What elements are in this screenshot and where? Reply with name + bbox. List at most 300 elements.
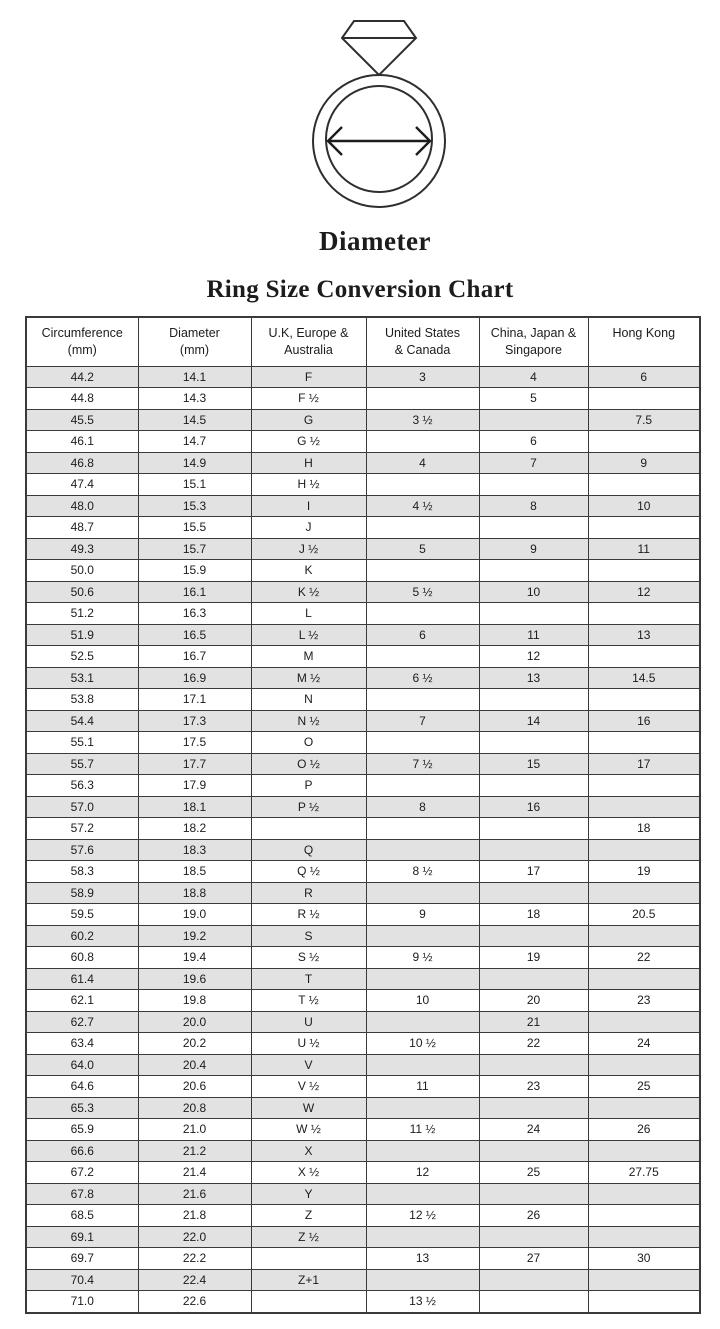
table-cell	[366, 775, 479, 797]
table-cell: 71.0	[26, 1291, 138, 1313]
table-cell	[588, 431, 700, 453]
table-cell: 23	[588, 990, 700, 1012]
table-cell	[588, 1054, 700, 1076]
table-cell	[479, 560, 588, 582]
table-row	[26, 968, 700, 990]
header-line: Singapore	[505, 343, 562, 357]
table-cell: 63.4	[26, 1033, 138, 1055]
table-cell	[479, 732, 588, 754]
table-row	[26, 990, 700, 1012]
table-cell: 56.3	[26, 775, 138, 797]
table-cell	[479, 1269, 588, 1291]
table-cell: 22.0	[138, 1226, 251, 1248]
table-cell	[366, 689, 479, 711]
table-cell: 18.2	[138, 818, 251, 840]
table-cell	[366, 560, 479, 582]
table-cell: 68.5	[26, 1205, 138, 1227]
table-cell: 11	[588, 538, 700, 560]
table-cell: 19.2	[138, 925, 251, 947]
table-row	[26, 1183, 700, 1205]
table-cell: S	[251, 925, 366, 947]
table-cell	[588, 603, 700, 625]
table-cell: 4 ½	[366, 495, 479, 517]
table-cell	[479, 818, 588, 840]
table-cell	[588, 925, 700, 947]
table-cell	[588, 474, 700, 496]
table-cell: 62.7	[26, 1011, 138, 1033]
table-cell: 25	[588, 1076, 700, 1098]
table-cell	[588, 517, 700, 539]
table-cell: 12	[479, 646, 588, 668]
table-cell	[588, 796, 700, 818]
table-row	[26, 1205, 700, 1227]
table-cell: 10 ½	[366, 1033, 479, 1055]
table-cell: 13	[366, 1248, 479, 1270]
table-cell: 16.9	[138, 667, 251, 689]
table-cell: R	[251, 882, 366, 904]
table-cell: T ½	[251, 990, 366, 1012]
table-cell: 16.1	[138, 581, 251, 603]
table-cell: 19	[479, 947, 588, 969]
table-cell	[588, 1205, 700, 1227]
table-cell: 17	[588, 753, 700, 775]
table-cell	[479, 925, 588, 947]
table-cell	[479, 1097, 588, 1119]
table-cell: 14.9	[138, 452, 251, 474]
table-cell: 17.5	[138, 732, 251, 754]
table-cell: X	[251, 1140, 366, 1162]
table-cell	[479, 517, 588, 539]
ring-inner-circle	[326, 86, 432, 192]
table-cell: 20.8	[138, 1097, 251, 1119]
table-cell: 14.3	[138, 388, 251, 410]
table-cell: 15	[479, 753, 588, 775]
table-row	[26, 646, 700, 668]
table-cell: 48.7	[26, 517, 138, 539]
table-cell: 16	[588, 710, 700, 732]
table-body	[26, 366, 700, 1313]
table-cell	[588, 1097, 700, 1119]
table-cell: 16.7	[138, 646, 251, 668]
table-row	[26, 1097, 700, 1119]
page-title: Ring Size Conversion Chart	[206, 276, 514, 303]
table-cell	[479, 689, 588, 711]
table-cell: N ½	[251, 710, 366, 732]
table-row	[26, 775, 700, 797]
table-cell: 12 ½	[366, 1205, 479, 1227]
table-cell: 17.9	[138, 775, 251, 797]
table-cell: 27.75	[588, 1162, 700, 1184]
table-cell: N	[251, 689, 366, 711]
table-cell: 61.4	[26, 968, 138, 990]
table-cell: 18.1	[138, 796, 251, 818]
table-cell: 21	[479, 1011, 588, 1033]
table-cell	[479, 968, 588, 990]
table-cell: 18.8	[138, 882, 251, 904]
table-cell: 16.3	[138, 603, 251, 625]
table-row	[26, 603, 700, 625]
table-cell	[251, 818, 366, 840]
table-cell: 23	[479, 1076, 588, 1098]
diameter-label: Diameter	[319, 226, 431, 256]
table-cell: 22.2	[138, 1248, 251, 1270]
table-cell	[588, 1291, 700, 1313]
table-cell: M	[251, 646, 366, 668]
table-cell: X ½	[251, 1162, 366, 1184]
header-line: Circumference	[41, 326, 123, 340]
table-cell: 53.8	[26, 689, 138, 711]
table-cell	[366, 603, 479, 625]
table-row	[26, 431, 700, 453]
table-cell: 4	[366, 452, 479, 474]
table-cell: 64.0	[26, 1054, 138, 1076]
table-cell: 47.4	[26, 474, 138, 496]
table-cell: 6 ½	[366, 667, 479, 689]
table-cell	[366, 1140, 479, 1162]
table-cell: G ½	[251, 431, 366, 453]
table-row	[26, 689, 700, 711]
table-row	[26, 560, 700, 582]
table-cell: 19	[588, 861, 700, 883]
table-row	[26, 1033, 700, 1055]
table-row	[26, 818, 700, 840]
table-cell: 21.0	[138, 1119, 251, 1141]
table-cell	[366, 646, 479, 668]
table-cell: 18.3	[138, 839, 251, 861]
table-cell: 17.3	[138, 710, 251, 732]
table-row	[26, 1119, 700, 1141]
table-cell: 11	[366, 1076, 479, 1098]
table-cell: L	[251, 603, 366, 625]
table-cell: 30	[588, 1248, 700, 1270]
table-cell: 21.8	[138, 1205, 251, 1227]
table-cell: 21.6	[138, 1183, 251, 1205]
table-cell: U ½	[251, 1033, 366, 1055]
table-cell	[479, 839, 588, 861]
table-cell: J	[251, 517, 366, 539]
table-cell: 58.9	[26, 882, 138, 904]
table-cell	[251, 1291, 366, 1313]
table-cell: L ½	[251, 624, 366, 646]
table-cell: K ½	[251, 581, 366, 603]
table-cell: 5	[366, 538, 479, 560]
table-cell: 51.2	[26, 603, 138, 625]
table-row	[26, 882, 700, 904]
table-cell	[588, 1269, 700, 1291]
table-cell	[588, 839, 700, 861]
header-line: Australia	[284, 343, 333, 357]
table-cell: 21.2	[138, 1140, 251, 1162]
table-cell: 22.6	[138, 1291, 251, 1313]
header-line: U.K, Europe &	[268, 326, 349, 340]
table-cell	[588, 646, 700, 668]
table-cell: 6	[479, 431, 588, 453]
table-cell: 19.0	[138, 904, 251, 926]
table-cell: 50.6	[26, 581, 138, 603]
table-cell	[366, 732, 479, 754]
table-cell: Z ½	[251, 1226, 366, 1248]
ring-diagram	[282, 13, 472, 213]
table-cell: K	[251, 560, 366, 582]
table-cell	[479, 1183, 588, 1205]
table-cell	[588, 1140, 700, 1162]
ring-size-conversion-table	[25, 316, 701, 1314]
table-cell: V ½	[251, 1076, 366, 1098]
table-cell: P ½	[251, 796, 366, 818]
table-cell: 52.5	[26, 646, 138, 668]
table-cell: 4	[479, 366, 588, 388]
table-cell: 17	[479, 861, 588, 883]
table-cell	[479, 409, 588, 431]
table-cell: 69.1	[26, 1226, 138, 1248]
table-cell	[366, 517, 479, 539]
table-cell: F	[251, 366, 366, 388]
table-cell: Z+1	[251, 1269, 366, 1291]
table-cell: 18.5	[138, 861, 251, 883]
table-cell: 67.8	[26, 1183, 138, 1205]
table-row	[26, 1076, 700, 1098]
table-cell: 57.6	[26, 839, 138, 861]
table-cell	[588, 689, 700, 711]
table-cell: 12	[366, 1162, 479, 1184]
table-row	[26, 1291, 700, 1313]
table-cell: 18	[588, 818, 700, 840]
table-cell: 3 ½	[366, 409, 479, 431]
table-cell: 18	[479, 904, 588, 926]
table-row	[26, 1162, 700, 1184]
table-cell: 20.6	[138, 1076, 251, 1098]
table-cell	[366, 1183, 479, 1205]
table-cell: 17.7	[138, 753, 251, 775]
table-cell	[588, 968, 700, 990]
table-cell: 14.5	[588, 667, 700, 689]
table-cell: V	[251, 1054, 366, 1076]
table-cell: P	[251, 775, 366, 797]
table-row	[26, 452, 700, 474]
table-cell	[588, 1183, 700, 1205]
table-cell: H	[251, 452, 366, 474]
table-cell: 6	[366, 624, 479, 646]
table-cell: 57.0	[26, 796, 138, 818]
col-header-china-japan-singapore	[479, 317, 588, 366]
table-cell: 21.4	[138, 1162, 251, 1184]
table-cell: 50.0	[26, 560, 138, 582]
table-row	[26, 1248, 700, 1270]
table-row	[26, 1226, 700, 1248]
table-cell	[588, 1226, 700, 1248]
table-cell: 20.0	[138, 1011, 251, 1033]
table-cell: 5 ½	[366, 581, 479, 603]
table-cell: 54.4	[26, 710, 138, 732]
table-cell: 5	[479, 388, 588, 410]
table-cell: 7	[366, 710, 479, 732]
table-cell: 46.1	[26, 431, 138, 453]
table-cell: 66.6	[26, 1140, 138, 1162]
table-row	[26, 409, 700, 431]
table-cell: 20	[479, 990, 588, 1012]
table-row	[26, 581, 700, 603]
table-cell: 8	[366, 796, 479, 818]
table-cell: Z	[251, 1205, 366, 1227]
header-line: & Canada	[394, 343, 451, 357]
table-cell: 15.5	[138, 517, 251, 539]
table-cell	[366, 839, 479, 861]
table-cell	[479, 474, 588, 496]
table-cell	[479, 882, 588, 904]
table-cell: 55.7	[26, 753, 138, 775]
table-cell: 19.4	[138, 947, 251, 969]
table-cell: 10	[588, 495, 700, 517]
table-cell: 20.4	[138, 1054, 251, 1076]
table-cell: O ½	[251, 753, 366, 775]
table-cell: 19.8	[138, 990, 251, 1012]
table-cell: 9	[366, 904, 479, 926]
table-cell: M ½	[251, 667, 366, 689]
table-row	[26, 732, 700, 754]
table-cell	[479, 1140, 588, 1162]
table-cell	[366, 925, 479, 947]
table-cell: G	[251, 409, 366, 431]
table-row	[26, 667, 700, 689]
table-cell: 59.5	[26, 904, 138, 926]
header-line: Diameter	[169, 326, 220, 340]
header-line: (mm)	[179, 343, 210, 357]
table-cell: 22.4	[138, 1269, 251, 1291]
table-cell: 62.1	[26, 990, 138, 1012]
table-cell	[588, 882, 700, 904]
table-cell: U	[251, 1011, 366, 1033]
table-cell: 70.4	[26, 1269, 138, 1291]
header-line: (mm)	[67, 343, 97, 357]
table-cell: 44.2	[26, 366, 138, 388]
table-cell: 26	[588, 1119, 700, 1141]
table-cell	[366, 818, 479, 840]
table-cell: 10	[479, 581, 588, 603]
table-row	[26, 624, 700, 646]
table-cell	[366, 1054, 479, 1076]
table-cell: 6	[588, 366, 700, 388]
table-cell	[588, 732, 700, 754]
table-cell: 57.2	[26, 818, 138, 840]
table-cell: Q	[251, 839, 366, 861]
table-cell: 14.1	[138, 366, 251, 388]
table-cell: 17.1	[138, 689, 251, 711]
table-cell: H ½	[251, 474, 366, 496]
table-row	[26, 538, 700, 560]
table-row	[26, 1054, 700, 1076]
ring-illustration-area	[0, 0, 720, 212]
table-cell: 12	[588, 581, 700, 603]
table-cell: 13	[479, 667, 588, 689]
table-row	[26, 1269, 700, 1291]
table-cell: 25	[479, 1162, 588, 1184]
table-cell: 15.9	[138, 560, 251, 582]
table-cell: 51.9	[26, 624, 138, 646]
table-cell	[251, 1248, 366, 1270]
table-cell: Q ½	[251, 861, 366, 883]
table-cell	[588, 1011, 700, 1033]
table-cell: 9	[479, 538, 588, 560]
table-cell	[588, 388, 700, 410]
table-cell: 20.5	[588, 904, 700, 926]
table-cell: 14.5	[138, 409, 251, 431]
table-cell: 64.6	[26, 1076, 138, 1098]
table-row	[26, 753, 700, 775]
table-cell	[366, 388, 479, 410]
table-cell	[588, 775, 700, 797]
header-line: Hong Kong	[612, 326, 676, 340]
table-cell: 45.5	[26, 409, 138, 431]
table-row	[26, 925, 700, 947]
table-cell: 15.7	[138, 538, 251, 560]
table-row	[26, 839, 700, 861]
table-cell: W ½	[251, 1119, 366, 1141]
table-cell: 14	[479, 710, 588, 732]
table-cell	[366, 1269, 479, 1291]
table-cell	[366, 474, 479, 496]
table-cell: 24	[479, 1119, 588, 1141]
table-row	[26, 1140, 700, 1162]
table-cell: 67.2	[26, 1162, 138, 1184]
table-cell	[366, 1226, 479, 1248]
table-cell: S ½	[251, 947, 366, 969]
table-row	[26, 366, 700, 388]
table-cell: J ½	[251, 538, 366, 560]
table-cell: 65.3	[26, 1097, 138, 1119]
table-cell: R ½	[251, 904, 366, 926]
table-cell	[479, 775, 588, 797]
table-cell	[366, 1011, 479, 1033]
table-cell: 55.1	[26, 732, 138, 754]
table-cell: 14.7	[138, 431, 251, 453]
table-cell	[479, 603, 588, 625]
table-cell: 15.1	[138, 474, 251, 496]
table-cell	[366, 882, 479, 904]
table-cell: 16	[479, 796, 588, 818]
table-cell: 9	[588, 452, 700, 474]
table-cell: 65.9	[26, 1119, 138, 1141]
table-cell: 13 ½	[366, 1291, 479, 1313]
table-cell: 46.8	[26, 452, 138, 474]
table-cell	[366, 431, 479, 453]
table-row	[26, 474, 700, 496]
col-header-circumference	[26, 317, 138, 366]
table-cell: 60.2	[26, 925, 138, 947]
table-cell: 26	[479, 1205, 588, 1227]
table-cell: 11 ½	[366, 1119, 479, 1141]
table-row	[26, 904, 700, 926]
table-header	[26, 317, 700, 366]
table-cell: 22	[588, 947, 700, 969]
table-cell: 44.8	[26, 388, 138, 410]
table-cell: 9 ½	[366, 947, 479, 969]
header-line: China, Japan &	[490, 326, 577, 340]
table-cell: 8	[479, 495, 588, 517]
table-cell: I	[251, 495, 366, 517]
table-cell: 20.2	[138, 1033, 251, 1055]
diamond-icon	[342, 21, 416, 75]
table-row	[26, 1011, 700, 1033]
col-header-hong-kong	[588, 317, 700, 366]
table-cell: W	[251, 1097, 366, 1119]
table-cell	[588, 560, 700, 582]
table-cell: F ½	[251, 388, 366, 410]
table-cell: 8 ½	[366, 861, 479, 883]
table-cell: T	[251, 968, 366, 990]
table-cell	[366, 1097, 479, 1119]
table-cell	[366, 968, 479, 990]
header-line: United States	[384, 326, 461, 340]
